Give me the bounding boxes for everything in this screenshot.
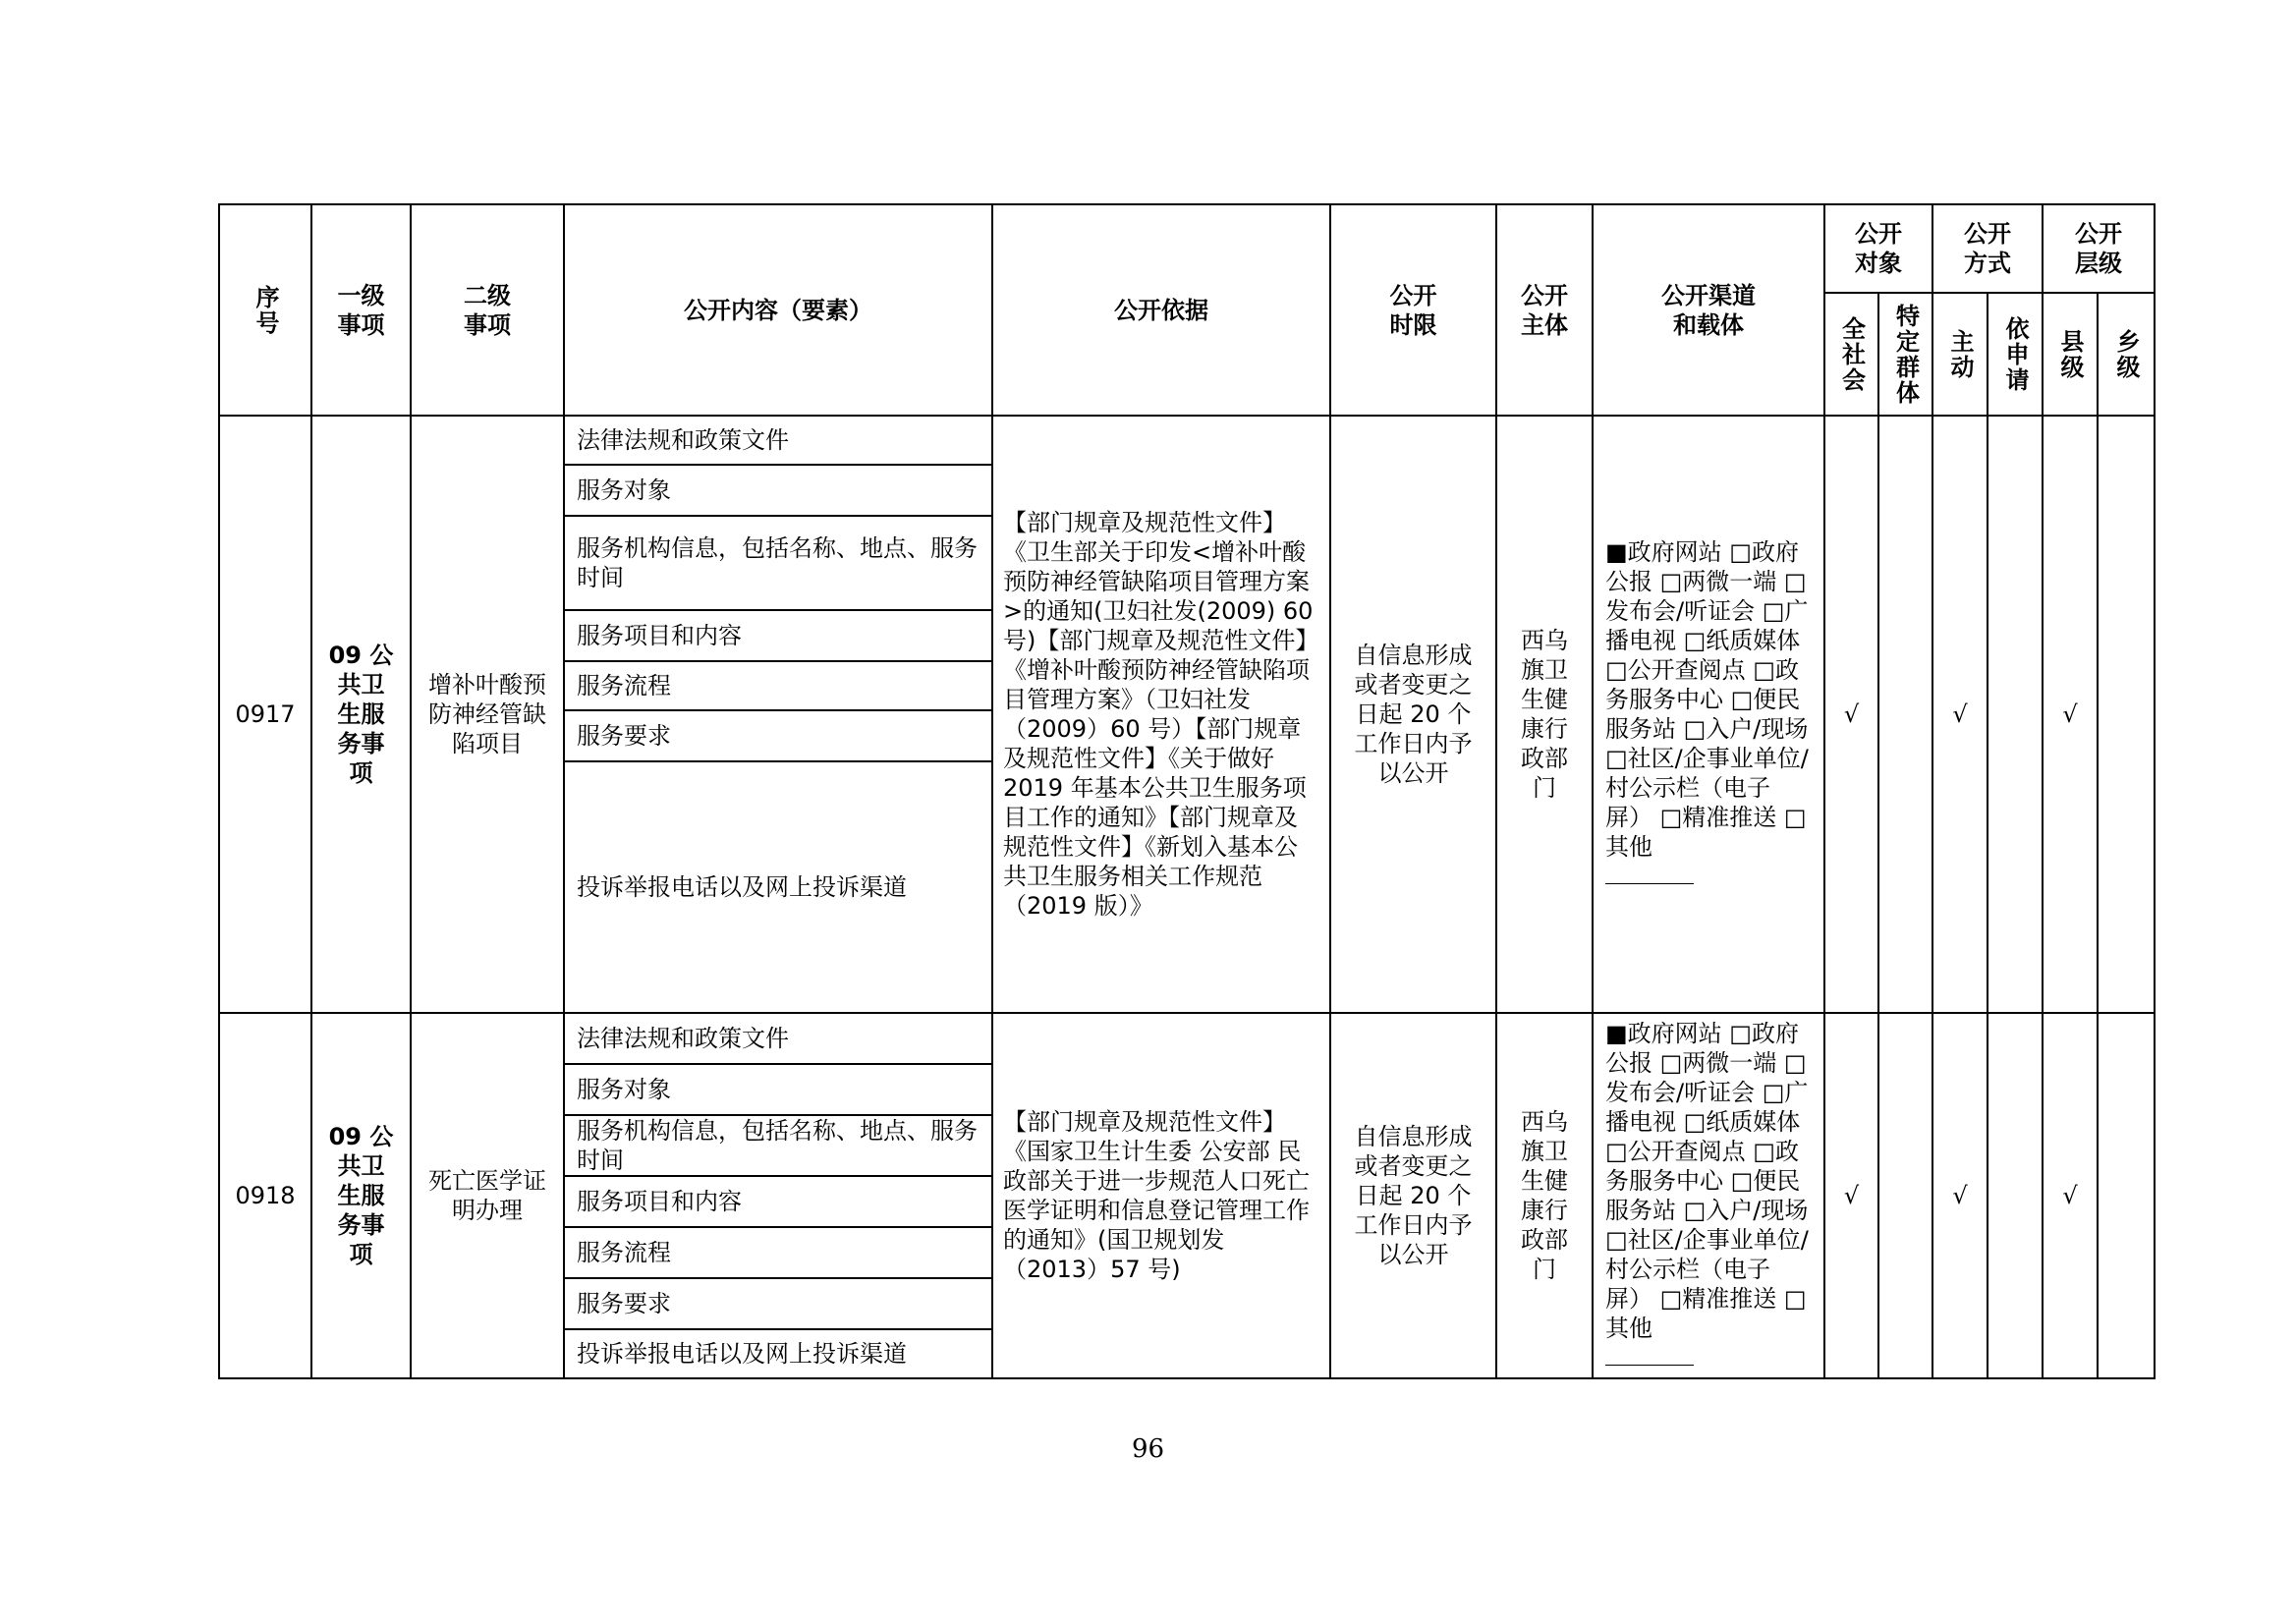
check-target-all: √	[1824, 1013, 1878, 1378]
row-channels: ■政府网站 □政府公报 □两微一端 □发布会/听证会 □广播电视 □纸质媒体 □公开查阅点 □政务服务中心 □便民服务站 □入户/现场 □社区/企事业单位/村公示栏（电子屏） □精准推送 □其他	[1593, 1013, 1824, 1378]
header-time-limit: 公开时限	[1330, 204, 1496, 416]
table-row	[219, 1013, 2155, 1064]
row-level2: 增补叶酸预防神经管缺陷项目	[411, 416, 564, 1013]
header-seq: 序号	[219, 204, 311, 416]
check-method-active: √	[1932, 1013, 1988, 1378]
check-target-specific	[1878, 1013, 1932, 1378]
check-level-county: √	[2043, 1013, 2098, 1378]
table-row	[219, 416, 2155, 465]
row-seq: 0918	[219, 1013, 311, 1378]
row-subject: 西乌旗卫生健康行政部门	[1496, 1013, 1593, 1378]
content-item: 服务项目和内容	[564, 1176, 992, 1227]
content-item: 服务要求	[564, 710, 992, 761]
content-item: 法律法规和政策文件	[564, 1013, 992, 1064]
content-item: 服务要求	[564, 1278, 992, 1329]
content-item: 服务机构信息，包括名称、地点、服务时间	[564, 1115, 992, 1176]
header-method-apply: 依申请	[1988, 293, 2043, 416]
content-item: 服务流程	[564, 661, 992, 710]
content-item: 投诉举报电话以及网上投诉渠道	[564, 1329, 992, 1378]
page-number: 96	[1131, 1434, 1165, 1464]
check-target-all: √	[1824, 416, 1878, 1013]
row-channels: ■政府网站 □政府公报 □两微一端 □发布会/听证会 □广播电视 □纸质媒体 □公开查阅点 □政务服务中心 □便民服务站 □入户/现场 □社区/企事业单位/村公示栏（电子屏） □精准推送 □其他	[1593, 416, 1824, 1013]
header-level: 公开层级	[2043, 204, 2155, 293]
row-level1: 09 公共卫生服务事项	[311, 1013, 411, 1378]
header-basis: 公开依据	[992, 204, 1330, 416]
row-basis: 【部门规章及规范性文件】《国家卫生计生委 公安部 民政部关于进一步规范人口死亡医学证明和信息登记管理工作的通知》(国卫规划发（2013）57 号)	[992, 1013, 1330, 1378]
row-subject: 西乌旗卫生健康行政部门	[1496, 416, 1593, 1013]
content-item: 服务机构信息，包括名称、地点、服务时间	[564, 516, 992, 610]
header-level1: 一级事项	[311, 204, 411, 416]
content-item: 服务对象	[564, 1064, 992, 1115]
check-method-active: √	[1932, 416, 1988, 1013]
content-item: 服务对象	[564, 465, 992, 516]
row-time-limit: 自信息形成或者变更之日起 20 个工作日内予以公开	[1330, 1013, 1496, 1378]
content-item: 服务流程	[564, 1227, 992, 1278]
header-target-all: 全社会	[1824, 293, 1878, 416]
header-method: 公开方式	[1932, 204, 2043, 293]
check-method-apply	[1988, 416, 2043, 1013]
check-target-specific	[1878, 416, 1932, 1013]
row-seq: 0917	[219, 416, 311, 1013]
content-item: 法律法规和政策文件	[564, 416, 992, 465]
check-level-county: √	[2043, 416, 2098, 1013]
header-subject: 公开主体	[1496, 204, 1593, 416]
header-content: 公开内容（要素）	[564, 204, 992, 416]
row-basis: 【部门规章及规范性文件】《卫生部关于印发<增补叶酸预防神经管缺陷项目管理方案>的通知(卫妇社发(2009) 60 号)【部门规章及规范性文件】《增补叶酸预防神经管缺陷项目管理方案》（卫妇社发（2009）60 号）【部门规章及规范性文件】《关于做好 2019 年基本公共卫生服务项目工作的通知》【部门规章及规范性文件】《新划入基本公共卫生服务相关工作规范（2019 版）》	[992, 416, 1330, 1013]
header-target: 公开对象	[1824, 204, 1932, 293]
header-method-active: 主动	[1932, 293, 1988, 416]
header-level2: 二级事项	[411, 204, 564, 416]
header-level-town: 乡级	[2098, 293, 2155, 416]
header-level-county: 县级	[2043, 293, 2098, 416]
check-method-apply	[1988, 1013, 2043, 1378]
header-channel: 公开渠道和载体	[1593, 204, 1824, 416]
row-time-limit: 自信息形成或者变更之日起 20 个工作日内予以公开	[1330, 416, 1496, 1013]
check-level-town	[2098, 416, 2155, 1013]
row-level1: 09 公共卫生服务事项	[311, 416, 411, 1013]
content-item: 服务项目和内容	[564, 610, 992, 661]
disclosure-table	[218, 203, 2156, 1379]
content-item: 投诉举报电话以及网上投诉渠道	[564, 761, 992, 1013]
check-level-town	[2098, 1013, 2155, 1378]
row-level2: 死亡医学证明办理	[411, 1013, 564, 1378]
header-target-specific: 特定群体	[1878, 293, 1932, 416]
